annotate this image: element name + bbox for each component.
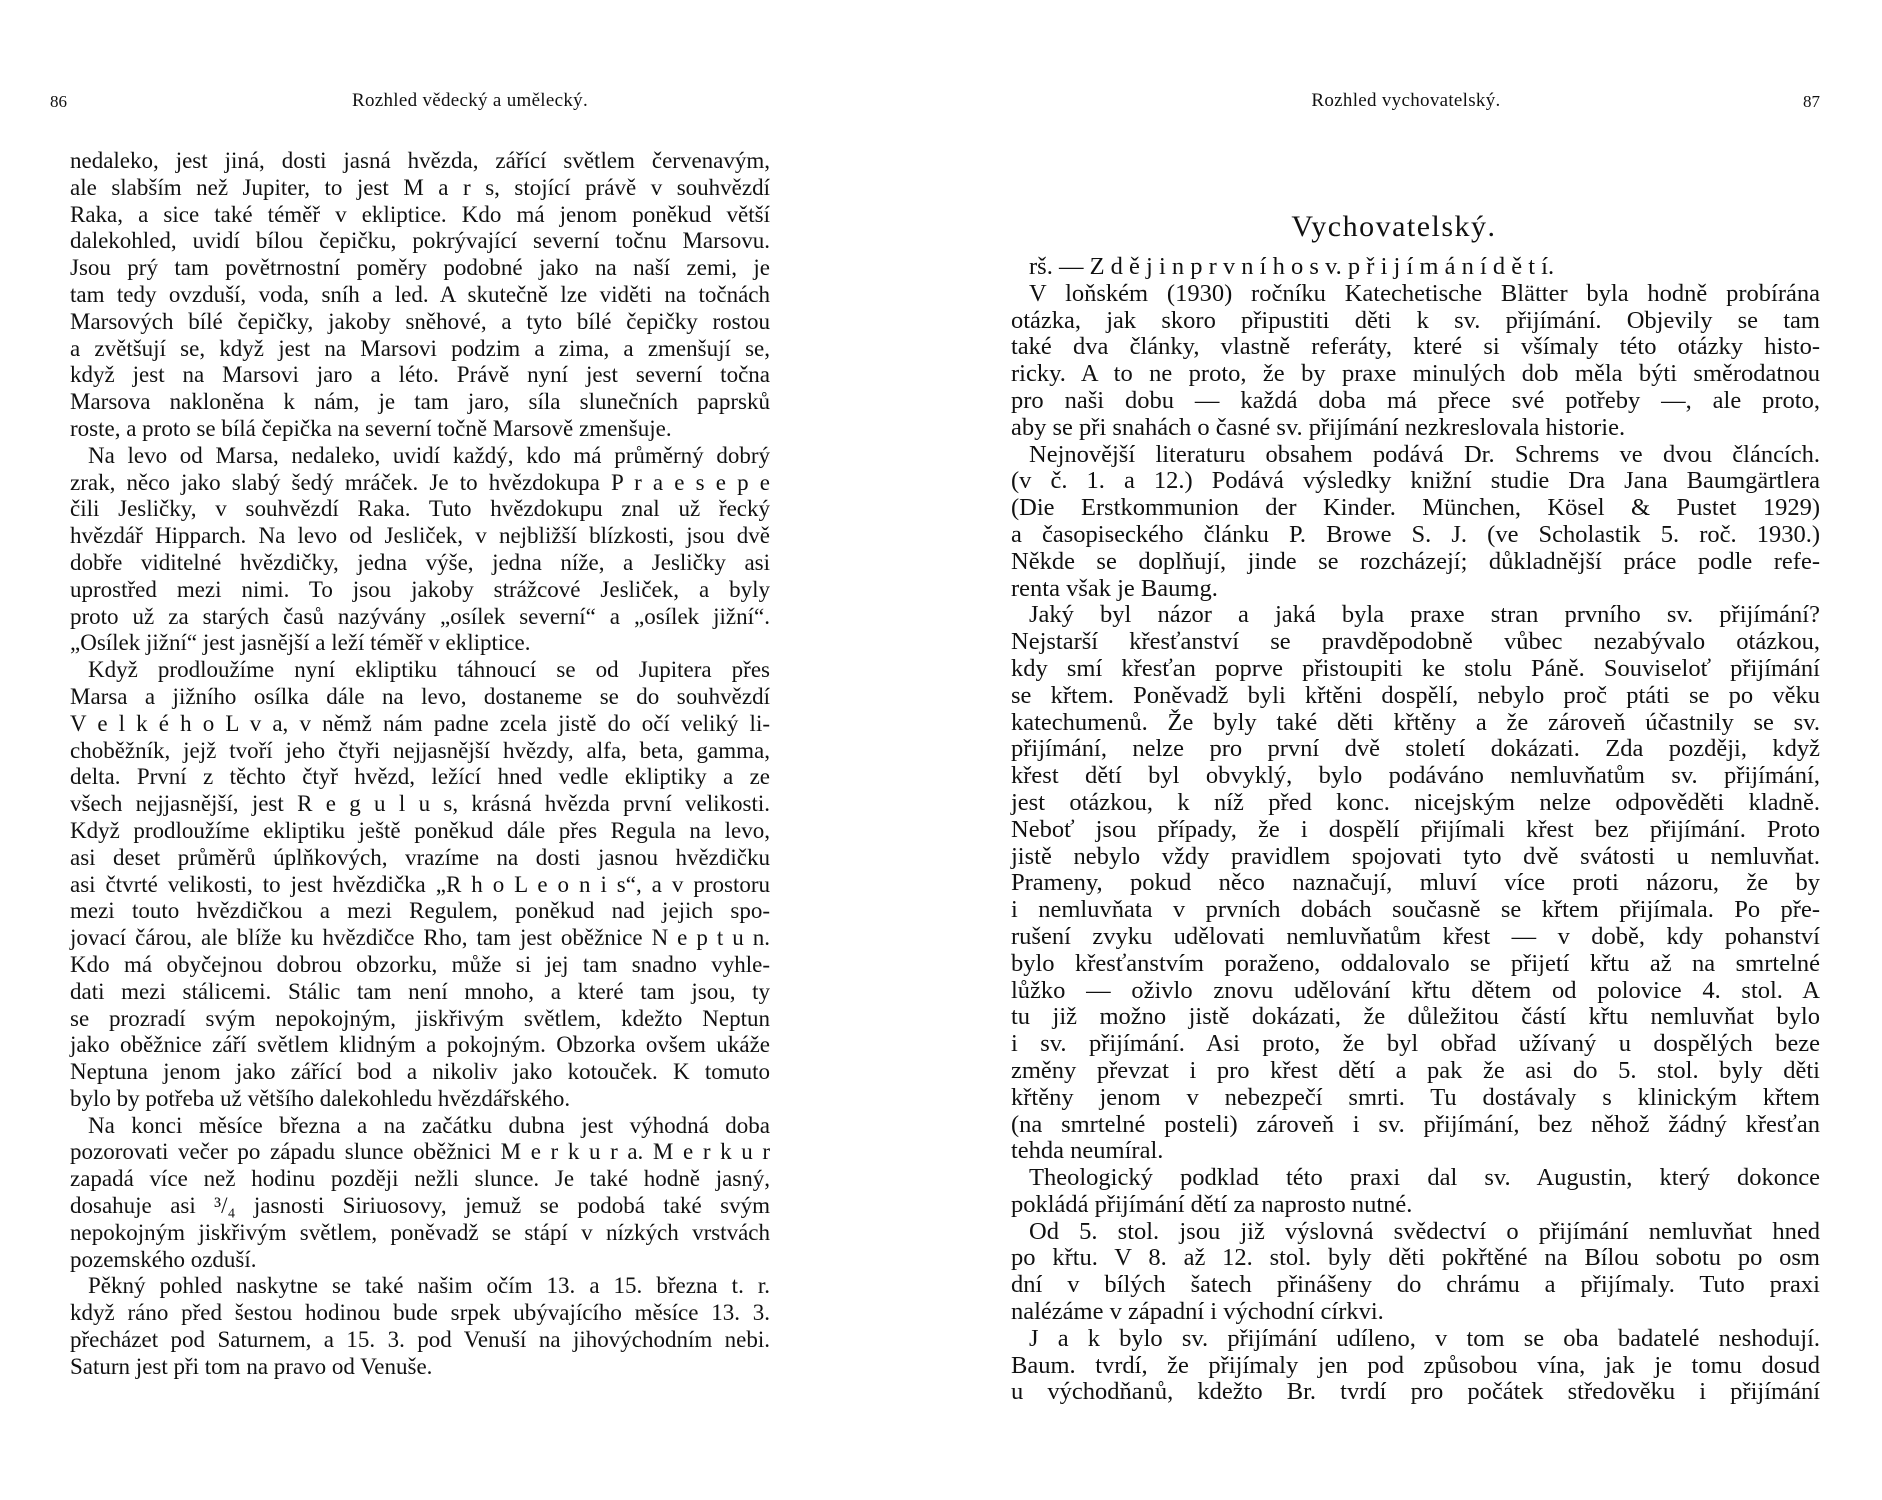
text-line: otázka, jak skoro připustiti děti k sv. přijímání. Objevily se tam [1011,306,1820,334]
text-line: Jsou prý tam povětrnostní poměry podobné jako na naší zemi, je [70,255,770,281]
right-page [941,0,1882,1500]
text-line: Theologický podklad této praxi dal sv. Augustin, který dokonce [1029,1164,1820,1192]
text-line: mezi touto hvězdičkou a mezi Regulem, poněkud nad jejich spo- [70,898,770,924]
text-line: nedaleko, jest jiná, dosti jasná hvězda, zářící světlem červenavým, [70,148,770,173]
text-line: asi čtvrté velikosti, to jest hvězdička „R h o L e o n i s“, a v prostoru [70,871,770,897]
text-line: pozorovati večer po západu slunce oběžnici M e r k u r a. M e r k u r [70,1139,770,1165]
text-line: roste, a proto se bílá čepička na severní točně Marsově zmenšuje. [70,415,672,441]
text-line: Marsových bílé čepičky, jakoby sněhové, a tyto bílé čepičky rostou [70,308,770,334]
running-head: Rozhled vědecký a umělecký. [351,90,589,111]
text-line: V loňském (1930) ročníku Katechetische Blätter byla hodně probírána [1029,279,1820,307]
text-line: nepokojným jiskřivým světlem, poněvadž se stápí v nízkých vrstvách [70,1219,770,1245]
text-line: dosahuje asi ³/₄ jasnosti Siriuosovy, jemuž se podobá také svým [70,1193,770,1219]
text-line: (v č. 1. a 12.) Podává výsledky knižní studie Dra Jana Baumgärtlera [1011,467,1820,495]
text-line: lůžko — oživlo znovu udělování křtu dětem od polovice 4. stol. A [1011,976,1820,1004]
text-line: Na konci měsíce března a na začátku dubna jest výhodná doba [88,1112,770,1138]
text-line: asi deset průměrů úplňkových, vrazíme na dosti jasnou hvězdičku [70,844,770,870]
page-number: 87 [1803,92,1820,111]
text-line: Od 5. stol. jsou již výslovná svědectví o přijímání nemluvňat hned [1029,1217,1820,1245]
text-line: všech nejjasnější, jest R e g u l u s, krásná hvězda první velikosti. [70,791,770,817]
text-line: proto už za starých časů nazývány „osílek severní“ a „osílek jižní“. [70,603,770,629]
text-line: (Die Erstkommunion der Kinder. München, Kösel & Pustet 1929) [1011,494,1820,522]
text-line: bylo křesťanstvím poraženo, oddalovalo se přijetí křtu až na smrtelné [1011,949,1820,977]
text-line: zrak, něco jako slabý šedý mráček. Je to hvězdokupa P r a e s e p e [70,469,770,495]
text-line: pokládá přijímání dětí za naprosto nutné. [1011,1190,1413,1218]
text-line: přecházet pod Saturnem, a 15. 3. pod Venuší na jihovýchodním nebi. [70,1327,770,1353]
text-line: zapadá více než hodinu později nežli slunce. Je také hodně jasný, [70,1166,770,1192]
text-line: jako oběžnice září světlem klidným a pokojným. Obzorka ovšem ukáže [70,1032,770,1058]
text-line: pozemského ozduší. [70,1246,257,1272]
text-line: Na levo od Marsa, nedaleko, uvidí každý, kdo má průměrný dobrý [88,442,770,468]
body-text [1011,254,1820,1406]
text-line: dati mezi stálicemi. Stálic tam není mnoho, a které tam jsou, ty [70,978,770,1004]
text-line: nalézáme v západní i východní církvi. [1011,1298,1384,1326]
text-line: Marsova nakloněna k nám, je tam jaro, síla slunečních paprsků [70,389,770,415]
text-line: V e l k é h o L v a, v němž nám padne zcela jistě do očí veliký li- [70,710,770,736]
text-line: Raka, a sice také téměř v ekliptice. Kdo má jenom poněkud větší [70,201,770,227]
text-line: J a k bylo sv. přijímání udíleno, v tom se oba badatelé neshodují. [1029,1324,1820,1352]
text-line: Jaký byl názor a jaká byla praxe stran prvního sv. přijímání? [1029,601,1820,629]
text-line: když ráno před šestou hodinou bude srpek ubývajícího měsíce 13. 3. [70,1300,770,1326]
text-line: katechumenů. Že byly také děti křtěny a že zároveň účastnily se sv. [1011,708,1820,736]
text-line: „Osílek jižní“ jest jasnější a leží téměř v ekliptice. [70,630,531,656]
text-line: dobře viditelné hvězdičky, jedna výše, jedna níže, a Jesličky asi [70,549,770,575]
text-line: tehda neumíral. [1011,1137,1164,1165]
text-line: ale slabším než Jupiter, to jest M a r s, stojící právě v souhvězdí [70,174,770,200]
text-line: křtěny jenom v nebezpečí smrti. Tu dostávaly s klinickým křtem [1011,1083,1820,1111]
text-line: aby se při snahách o časné sv. přijímání nezkreslovala historie. [1011,413,1626,441]
body-text [70,148,770,1381]
text-line: se prozradí svým nepokojným, jiskřivým světlem, kdežto Neptun [70,1005,770,1031]
text-line: po křtu. V 8. až 12. stol. byly děti pokřtěné na Bílou sobotu po osm [1011,1244,1820,1272]
text-line: dní v bílých šatech přinášeny do chrámu a přijímaly. Tuto praxi [1011,1271,1820,1299]
text-line: dalekohled, uvidí bílou čepičku, pokrývající severní točnu Marsovu. [70,228,770,254]
text-line: jest otázkou, k níž před konc. nicejským nelze odpověděti kladně. [1011,788,1820,816]
text-line: kdy smí křesťan poprve přistoupiti ke stolu Páně. Souviseloť přijímání [1011,654,1820,682]
text-line: bylo by potřeba už většího dalekohledu hvězdářského. [70,1085,571,1111]
text-line: pro naši dobu — každá doba má přece své potřeby —, ale proto, [1011,386,1820,414]
text-line: a zvětšují se, když jest na Marsovi podzim a zima, a zmenšují se, [70,335,770,361]
text-line: renta však je Baumg. [1011,574,1218,602]
text-line: a časopiseckého článku P. Browe S. J. (ve Scholastik 5. roč. 1930.) [1011,520,1820,548]
text-line: rušení zvyku udělovati nemluvňatům křest — v době, kdy pohanství [1011,922,1820,950]
text-line: Když prodloužíme nyní ekliptiku táhnoucí se od Jupitera přes [88,657,770,683]
text-line: se křtem. Poněvadž byli křtěni dospělí, nebylo proč ptáti se po věku [1011,681,1820,709]
text-line: (na smrtelné posteli) zároveň i sv. přijímání, bez něhož žádný křesťan [1011,1110,1820,1138]
text-line: jovací čárou, ale blíže ku hvězdičce Rho, tam jest oběžnice N e p t u n. [70,925,770,951]
text-line: i sv. přijímání. Asi proto, že byl obřad užívaný u dospělých beze [1011,1030,1820,1058]
text-line: tam tedy ovzduší, voda, sníh a led. A skutečně lze viděti na točnách [70,281,770,307]
text-line: Když prodloužíme ekliptiku ještě poněkud dále přes Regula na levo, [70,817,770,843]
running-head: Rozhled vychovatelský. [1311,90,1501,111]
text-line: Nejnovější literaturu obsahem podává Dr. Schrems ve dvou článcích. [1029,440,1820,468]
text-line: Prameny, pokud něco naznačují, mluví více proti názoru, že by [1011,869,1820,897]
text-line: také dva články, vlastně referáty, které si všímaly této otázky histo- [1011,333,1820,361]
text-line: čili Jesličky, v souhvězdí Raka. Tuto hvězdokupu znal už řecký [70,496,770,522]
text-line: křest dětí byl obvyklý, bylo podáváno nemluvňatům sv. přijímání, [1011,762,1820,790]
text-line: ricky. A to ne proto, že by praxe minulých dob měla býti směrodatnou [1011,360,1820,388]
text-line: Nejstarší křesťanství se pravděpodobně vůbec nezabývalo otázkou, [1011,628,1820,656]
text-line: jistě nebylo vždy pravidlem spojovati tyto dvě svátosti u nemluvňat. [1011,842,1820,870]
page-number: 86 [50,92,67,111]
text-line: Neboť jsou případy, že i dospělí přijímali křest bez přijímání. Proto [1011,815,1820,843]
text-line: choběžník, jejž tvoří jeho čtyři nejjasnější hvězdy, alfa, beta, gamma, [70,737,770,763]
text-line: Saturn jest při tom na pravo od Venuše. [70,1353,433,1379]
text-line: u východňanů, kdežto Br. tvrdí pro počátek středověku i přijímání [1011,1378,1820,1406]
text-line: Marsa a jižního osílka dále na levo, dostaneme se do souhvězdí [70,683,770,709]
text-line: když jest na Marsovi jaro a léto. Právě nyní jest severní točna [70,362,770,388]
text-line: i nemluvňata v prvních dobách současně se křtem přijímala. Po pře- [1011,896,1820,924]
text-line: Někde se doplňují, jinde se rozcházejí; důkladnější práce podle refe- [1011,547,1820,575]
text-line: Pěkný pohled naskytne se také našim očím 13. a 15. března t. r. [88,1273,770,1299]
text-line: tu již možno jistě dokázati, že důležitou částí křtu nemluvňat bylo [1011,1003,1820,1031]
text-line: přijímání, nelze pro první dvě století dokázati. Zda později, když [1011,735,1820,763]
text-line: změny převzat i pro křest dětí a pak že asi do 5. stol. byly děti [1011,1056,1820,1084]
text-line: uprostřed mezi nimi. To jsou jakoby strážcové Jesliček, a byly [70,576,770,602]
text-line: delta. První z těchto čtyř hvězd, ležící hned vedle ekliptiky a ze [70,764,770,790]
section-title: Vychovatelský. [1291,210,1497,243]
text-line: Kdo má obyčejnou dobrou obzorku, může si jej tam snadno vyhle- [70,951,770,977]
text-line: rš. — Z d ě j i n p r v n í h o s v. p ř i j í m á n í d ě t í. [1029,253,1555,280]
text-line: Baum. tvrdí, že přijímaly jen pod způsobou vína, jak je tomu dosud [1011,1351,1820,1379]
text-line: Neptuna jenom jako zářící bod a nikoliv jako kotouček. K tomuto [70,1059,770,1085]
text-line: hvězdář Hipparch. Na levo od Jesliček, v nejbližší blízkosti, jsou dvě [70,523,770,549]
